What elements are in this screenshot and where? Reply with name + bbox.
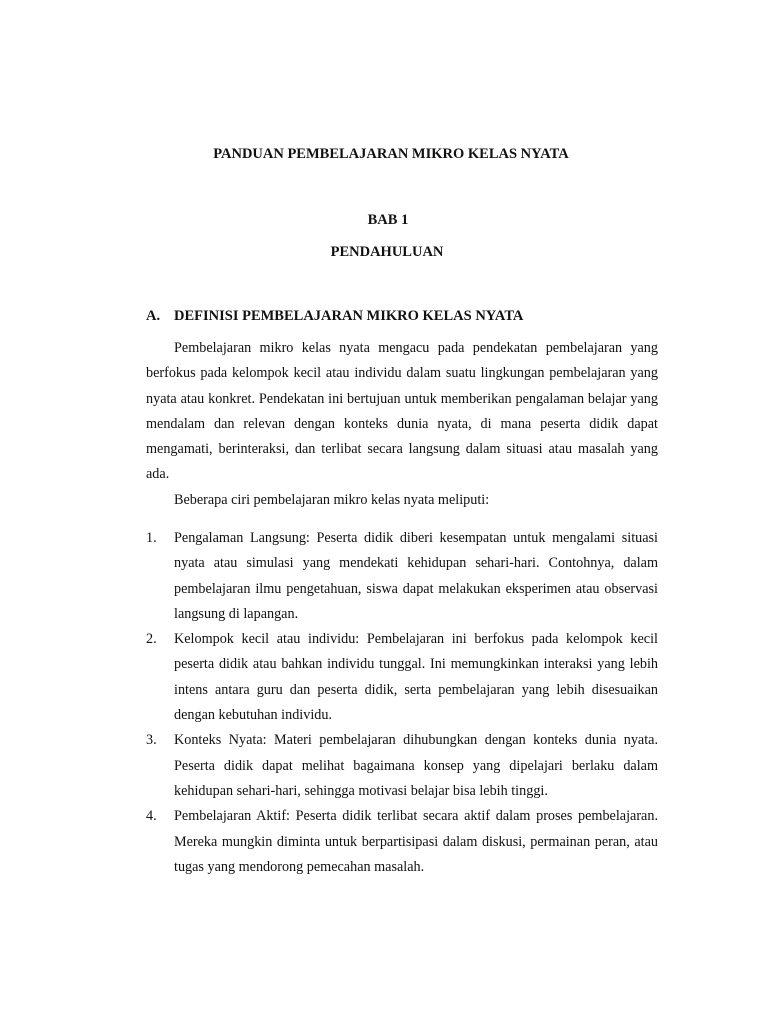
document-title: PANDUAN PEMBELAJARAN MIKRO KELAS NYATA — [213, 146, 569, 162]
chapter-title: PENDAHULUAN — [330, 244, 444, 260]
section-letter: A. — [146, 308, 161, 324]
chapter-number: BAB 1 — [367, 212, 409, 228]
section-heading — [146, 306, 523, 326]
intro-paragraph: Pembelajaran mikro kelas nyata mengacu pada pendekatan pembelajaran yang berfokus pada kelompok kecil atau individu dalam suatu lingkungan pembelajaran yang nyata atau konkret. Pendekatan ini bertujuan untuk memberikan pengalaman belajar yang mendalam dan relevan dengan konteks dunia nyata, di mana peserta didik dapat mengamati, berinteraksi, dan terlibat secara langsung dalam situasi atau masalah yang ada. — [146, 340, 658, 483]
list-item-text: Pengalaman Langsung: Peserta didik diberi kesempatan untuk mengalami situasi nyata atau simulasi yang mendekati kehidupan sehari-hari. Contohnya, dalam pembelajaran ilmu pengetahuan, siswa dapat melakukan eksperimen atau observasi langsung di lapangan. — [174, 530, 658, 622]
list-item-number: 1. — [146, 530, 157, 546]
list-item — [146, 728, 658, 804]
list-item-number: 3. — [146, 732, 157, 749]
list-item-text: Konteks Nyata: Materi pembelajaran dihubungkan dengan konteks dunia nyata. Peserta didik dapat melihat bagaimana konsep yang dipelajari berlaku dalam kehidupan sehari-hari, sehingga motivasi belajar bisa lebih tinggi. — [174, 732, 658, 799]
list-item — [146, 627, 658, 728]
list-intro: Beberapa ciri pembelajaran mikro kelas nyata meliputi: — [174, 492, 490, 508]
list-item-number: 4. — [146, 808, 157, 825]
section-heading-text: DEFINISI PEMBELAJARAN MIKRO KELAS NYATA — [174, 308, 524, 324]
list-item-text: Pembelajaran Aktif: Peserta didik terlibat secara aktif dalam proses pembelajaran. Mereka mungkin diminta untuk berpartisipasi dalam diskusi, permainan peran, atau tugas yang mendorong pemecahan masalah. — [174, 808, 658, 875]
list-item — [146, 526, 658, 627]
characteristics-list — [146, 526, 658, 880]
list-item-text: Kelompok kecil atau individu: Pembelajaran ini berfokus pada kelompok kecil peserta didik atau bahkan individu tunggal. Ini memungkinkan interaksi yang lebih intens antara guru dan peserta didik, serta pembelajaran yang lebih disesuaikan dengan kebutuhan individu. — [174, 631, 658, 724]
list-item-number: 2. — [146, 631, 157, 648]
list-item — [146, 804, 658, 880]
